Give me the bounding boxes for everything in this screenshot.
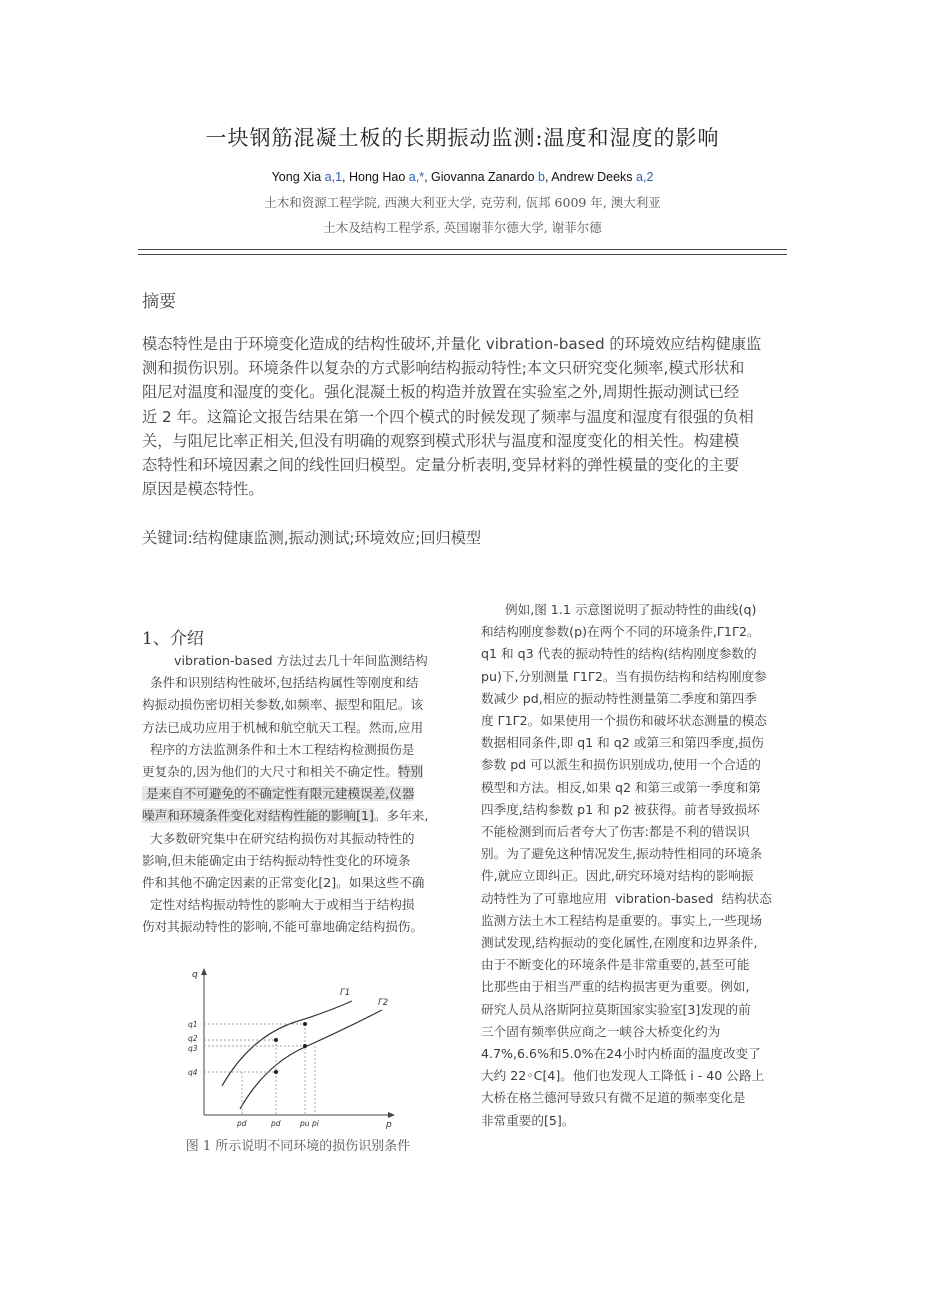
intro-line: 数减少 pd,相应的振动特性测量第二季度和第四季 bbox=[481, 690, 757, 706]
point-q3 bbox=[303, 1044, 307, 1048]
header-divider bbox=[138, 254, 787, 255]
intro-line: 大多数研究集中在研究结构损伤对其振动特性的 bbox=[142, 830, 415, 846]
intro-text: 更复杂的,因为他们的大尺寸和相关不确定性。 bbox=[142, 764, 398, 780]
intro-line: vibration-based 方法过去几十年间监测结构 bbox=[142, 653, 428, 668]
y-tick-label: q1 bbox=[188, 1020, 198, 1029]
intro-line: 由于不断变化的环境条件是非常重要的,甚至可能 bbox=[481, 957, 750, 973]
x-tick-label: pi bbox=[312, 1119, 319, 1128]
author-affiliation-mark[interactable]: a,* bbox=[408, 170, 425, 184]
intro-line: 伤对其振动特性的影响,不能可靠地确定结构损伤。 bbox=[142, 919, 424, 935]
intro-left-column bbox=[142, 650, 454, 939]
author-separator: , bbox=[342, 170, 349, 184]
abstract-line: 阻尼对温度和湿度的变化。强化混凝土板的构造并放置在实验室之外,周期性振动测试已经 bbox=[142, 383, 740, 402]
intro-line: 大桥在格兰德河导致只有微不足道的频率变化是 bbox=[481, 1090, 746, 1106]
abstract-line: 关，与阻尼比率正相关,但没有明确的观察到模式形状与温度和湿度变化的相关性。构建模 bbox=[142, 431, 740, 450]
intro-line: 方法已成功应用于机械和航空航天工程。然而,应用 bbox=[142, 719, 424, 735]
highlighted-text: 特别 bbox=[397, 764, 424, 780]
x-tick-label: pd bbox=[237, 1119, 247, 1128]
intro-line bbox=[142, 783, 454, 805]
author-name: Hong Hao bbox=[349, 170, 409, 184]
paper-title: 一块钢筋混凝土板的长期振动监测:温度和湿度的影响 bbox=[205, 126, 720, 150]
intro-line: 件,就应立即纠正。因此,研究环境对结构的影响振 bbox=[481, 868, 754, 884]
highlighted-text: 噪声和环境条件变化对结构性能的影响[1] bbox=[142, 808, 374, 824]
figure-caption: 图 1 所示说明不同环境的损伤识别条件 bbox=[185, 1139, 411, 1154]
intro-line: 非常重要的[5]。 bbox=[481, 1112, 575, 1128]
author-affiliation-mark[interactable]: a,2 bbox=[636, 170, 654, 184]
point-q4 bbox=[274, 1070, 278, 1074]
point-q1 bbox=[303, 1022, 307, 1026]
intro-line: 条件和识别结构性破坏,包括结构属性等刚度和结 bbox=[142, 675, 419, 691]
abstract-line: 原因是模态特性。 bbox=[142, 480, 264, 499]
x-axis-label: p bbox=[386, 1120, 392, 1130]
intro-line: 大约 22◦C[4]。他们也发现人工降低 i - 40 公路上 bbox=[481, 1068, 765, 1084]
abstract-line: 模态特性是由于环境变化造成的结构性破坏,并量化 vibration-based 的环境效应结构健康监 bbox=[142, 335, 762, 353]
highlighted-text: 是来自不可避免的不确定性有限元建模误差,仪器 bbox=[142, 786, 415, 802]
abstract-line: 近 2 年。这篇论文报告结果在第一个四个模式的时候发现了频率与温度和湿度有很强的负相 bbox=[142, 407, 754, 426]
author-name: Yong Xia bbox=[271, 170, 325, 184]
x-tick-label: pd bbox=[271, 1119, 281, 1128]
intro-line bbox=[142, 761, 454, 783]
curve-label-gamma-1: Γ1 bbox=[340, 988, 351, 998]
intro-line: 例如,图 1.1 示意图说明了振动特性的曲线(q) bbox=[481, 602, 757, 617]
intro-text: 。多年来, bbox=[373, 808, 429, 824]
intro-line: 三个固有频率供应商之一峡谷大桥变化约为 bbox=[481, 1023, 721, 1039]
curve-gamma-1 bbox=[222, 1001, 352, 1086]
intro-line: 参数 pd 可以派生和损伤识别成功,使用一个合适的 bbox=[481, 757, 761, 773]
intro-line: 程序的方法监测条件和土木工程结构检测损伤是 bbox=[142, 741, 415, 757]
guide-lines bbox=[204, 1024, 315, 1115]
y-axis-arrow bbox=[201, 968, 207, 975]
intro-line: 不能检测到而后者夸大了伤害:都是不利的错误识 bbox=[481, 824, 750, 840]
affiliation-2: 土木及结构工程学系, 英国谢菲尔德大学, 谢菲尔德 bbox=[323, 220, 602, 235]
x-axis-arrow bbox=[388, 1112, 395, 1118]
figure-1-diagram bbox=[180, 965, 410, 1130]
abstract-line: 测和损伤识别。环境条件以复杂的方式影响结构振动特性;本文只研究变化频率,模式形状和 bbox=[142, 359, 745, 378]
section-heading-intro: 1、介绍 bbox=[142, 629, 204, 649]
author-name: Andrew Deeks bbox=[551, 170, 637, 184]
abstract-line: 态特性和环境因素之间的线性回归模型。定量分析表明,变异材料的弹性模量的变化的主要 bbox=[142, 456, 740, 475]
intro-line: 件和其他不确定因素的正常变化[2]。如果这些不确 bbox=[142, 875, 425, 891]
intro-line: 数据相同条件,即 q1 和 q2 或第三和第四季度,损伤 bbox=[481, 735, 764, 751]
intro-line: 测试发现,结构振动的变化属性,在刚度和边界条件, bbox=[481, 935, 758, 951]
header-divider bbox=[138, 249, 787, 250]
intro-line: 比那些由于相当严重的结构损害更为重要。例如, bbox=[481, 979, 750, 995]
intro-line: 研究人员从洛斯阿拉莫斯国家实验室[3]发现的前 bbox=[481, 1001, 751, 1017]
intro-line: 四季度,结构参数 p1 和 p2 被获得。前者导致损坏 bbox=[481, 801, 760, 817]
author-affiliation-mark[interactable]: b bbox=[538, 170, 545, 184]
curve-gamma-2 bbox=[240, 1010, 382, 1109]
y-tick-label: q2 bbox=[188, 1034, 198, 1043]
intro-line bbox=[142, 805, 454, 827]
author-line bbox=[0, 170, 925, 184]
curve-label-gamma-2: Γ2 bbox=[378, 998, 389, 1008]
author-separator: , bbox=[544, 170, 552, 184]
intro-right-column bbox=[481, 599, 791, 1132]
intro-line: 影响,但未能确定由于结构振动特性变化的环境条 bbox=[142, 852, 411, 868]
author-name: Giovanna Zanardo bbox=[431, 170, 539, 184]
intro-line: 定性对结构振动特性的影响大于或相当于结构损 bbox=[142, 897, 415, 913]
intro-line: 别。为了避免这种情况发生,振动特性相同的环境条 bbox=[481, 846, 763, 862]
x-tick-label: pu bbox=[300, 1119, 310, 1128]
intro-line: 模型和方法。相反,如果 q2 和第三或第一季度和第 bbox=[481, 779, 761, 795]
intro-line: 构振动损伤密切相关参数,如频率、振型和阻尼。该 bbox=[142, 697, 424, 713]
intro-line: 4.7%,6.6%和5.0%在24小时内桥面的温度改变了 bbox=[481, 1046, 761, 1062]
intro-line: pu)下,分别测量 Γ1Γ2。当有损伤结构和结构刚度参 bbox=[481, 668, 767, 684]
intro-line: 监测方法土木工程结构是重要的。事实上,一些现场 bbox=[481, 912, 763, 928]
keywords: 关键词:结构健康监测,振动测试;环境效应;回归模型 bbox=[142, 529, 482, 547]
intro-line: q1 和 q3 代表的振动特性的结构(结构刚度参数的 bbox=[481, 646, 757, 662]
intro-line: 和结构刚度参数(p)在两个不同的环境条件,Γ1Γ2。 bbox=[481, 624, 760, 640]
abstract-heading: 摘要 bbox=[142, 292, 176, 312]
author-separator: , bbox=[424, 170, 432, 184]
intro-line: 动特性为了可靠地应用 vibration-based 结构状态 bbox=[481, 890, 772, 906]
affiliation-1: 土木和资源工程学院, 西澳大利亚大学, 克劳利, 佤邦 6009 年, 澳大利亚 bbox=[264, 195, 661, 210]
point-q2 bbox=[274, 1038, 278, 1042]
intro-line: 度 Γ1Γ2。如果使用一个损伤和破坏状态测量的模态 bbox=[481, 713, 767, 729]
abstract-body bbox=[142, 332, 790, 501]
y-tick-label: q4 bbox=[188, 1068, 198, 1077]
author-affiliation-mark[interactable]: a,1 bbox=[324, 170, 343, 184]
y-tick-label: q3 bbox=[188, 1044, 198, 1053]
y-axis-label: q bbox=[192, 970, 198, 980]
